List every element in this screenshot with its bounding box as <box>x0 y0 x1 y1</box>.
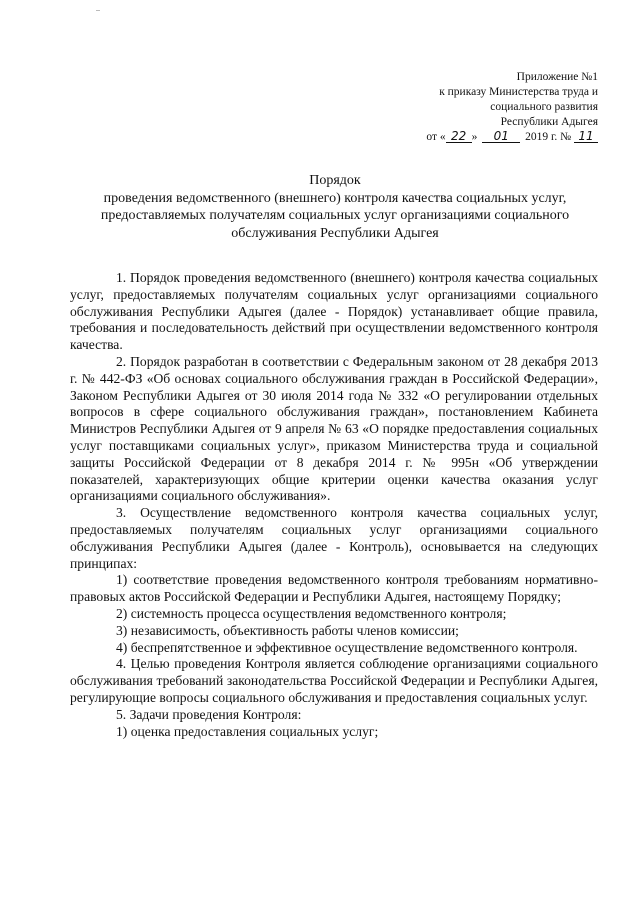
handwritten-day: 22 <box>446 130 472 143</box>
scan-speck <box>96 10 100 11</box>
handwritten-month: 01 <box>482 130 520 143</box>
title-heading: Порядок <box>309 173 361 188</box>
paragraph-2: 2. Порядок разработан в соответствии с Федеральным законом от 28 декабря 2013 г. № 442-ФЗ «Об основах социального обслуживания граждан в Российской Федерации», Законом Республики Адыгея от 30 июля 2014 года № 332 «О регулировании отдельных вопросов в сфере социального обслуживания граждан», постановлением Кабинета Министров Республики Адыгея от 9 апреля № 63 «О порядке предоставления социальных услуг поставщиками социальных услуг», приказом Министерства труда и социальной защиты Российской Федерации от 8 декабря 2014 г. № 995н «Об утверждении показателей, характеризующих общие критерии оценки качества оказания услуг организациями социального обслуживания». <box>70 353 598 504</box>
handwritten-number: 11 <box>574 130 598 143</box>
appendix-date-line <box>338 130 598 145</box>
appendix-line-1: Приложение №1 <box>516 71 598 83</box>
paragraph-1: 1. Порядок проведения ведомственного (внешнего) контроля качества социальных услуг, предоставляемых получателям социальных услуг организациями социального обслуживания Республики Адыгея (далее - Порядок) устанавливает общие правила, требования и последовательность действий при осуществлении ведомственного контроля качества. <box>70 270 598 353</box>
paragraph-3: 3. Осуществление ведомственного контроля качества социальных услуг, предоставляемых получателям социальных услуг организациями социального обслуживания Республики Адыгея (далее - Контроль), основывается на следующих принципах: <box>70 505 598 571</box>
paragraph-5: 5. Задачи проведения Контроля: <box>116 706 302 722</box>
principle-1: 1) соответствие проведения ведомственного контроля требованиям нормативно-правовых актов Российской Федерации и Республики Адыгея, настоящему Порядку; <box>70 572 598 605</box>
title-subtitle: проведения ведомственного (внешнего) контроля качества социальных услуг, предоставляемых получателям социальных услуг организациями социального обслуживания Республики Адыгея <box>100 190 570 241</box>
date-prefix: от « <box>426 131 446 143</box>
task-1: 1) оценка предоставления социальных услуг; <box>116 723 379 739</box>
appendix-line-4: Республики Адыгея <box>500 116 598 128</box>
principle-4: 4) беспрепятственное и эффективное осуществление ведомственного контроля. <box>116 639 578 655</box>
appendix-line-3: социального развития <box>490 101 598 113</box>
principle-2: 2) системность процесса осуществления ведомственного контроля; <box>116 605 507 621</box>
date-year: 2019 г. № <box>525 131 572 143</box>
date-mid: » <box>471 131 478 143</box>
principle-3: 3) независимость, объективность работы членов комиссии; <box>116 622 459 638</box>
document-body <box>70 270 598 740</box>
document-title <box>70 172 600 242</box>
appendix-line-2: к приказу Министерства труда и <box>439 86 598 98</box>
appendix-block <box>338 70 598 145</box>
paragraph-4: 4. Целью проведения Контроля является соблюдение организациями социального обслуживания требований законодательства Российской Федерации и Республики Адыгея, регулирующие вопросы социального обслуживания и предоставления социальных услуг. <box>70 656 598 705</box>
